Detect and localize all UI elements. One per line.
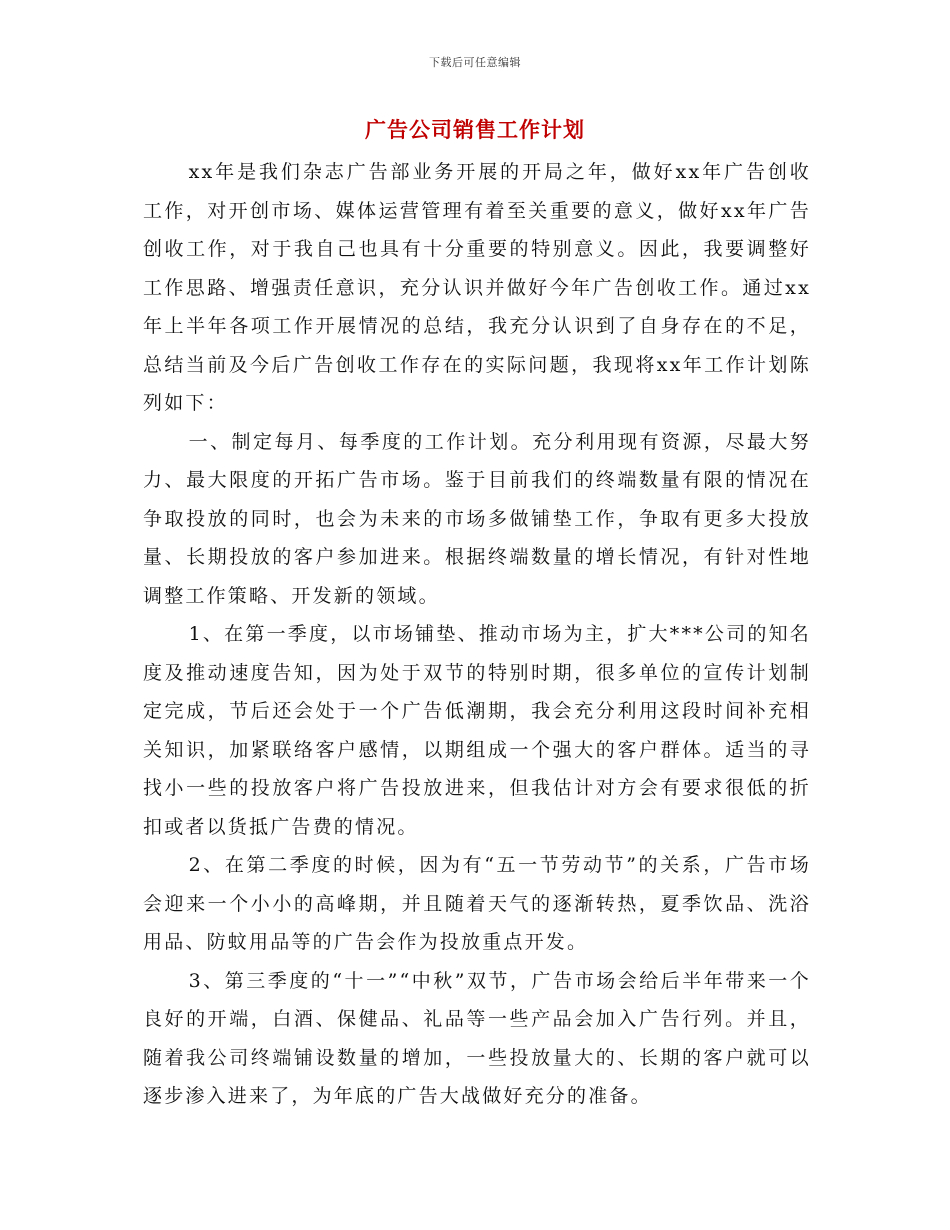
header-note: 下载后可任意编辑 [429,56,521,69]
document-body [143,153,811,1116]
paragraph-q3: 3、第三季度的“十一”“中秋”双节，广告市场会给后半年带来一个良好的开端，白酒、保健品、礼品等一些产品会加入广告行列。并且，随着我公司终端铺设数量的增加，一些投放量大的、长期的客户就可以逐步渗入进来了，为年底的广告大战做好充分的准备。 [143,969,811,1107]
paragraph-section-1: 一、制定每月、每季度的工作计划。充分利用现有资源，尽最大努力、最大限度的开拓广告市场。鉴于目前我们的终端数量有限的情况在争取投放的同时，也会为未来的市场多做铺垫工作，争取有更多大投放量、长期投放的客户参加进来。根据终端数量的增长情况，有针对性地调整工作策略、开发新的领域。 [143,430,811,607]
paragraph-q1: 1、在第一季度，以市场铺垫、推动市场为主，扩大***公司的知名度及推动速度告知，因为处于双节的特别时期，很多单位的宣传计划制定完成，节后还会处于一个广告低潮期，我会充分利用这段时间补充相关知识，加紧联络客户感情，以期组成一个强大的客户群体。适当的寻找小一些的投放客户将广告投放进来，但我估计对方会有要求很低的折扣或者以货抵广告费的情况。 [143,623,811,838]
paragraph-q2: 2、在第二季度的时候，因为有“五一节劳动节”的关系，广告市场会迎来一个小小的高峰期，并且随着天气的逐渐转热，夏季饮品、洗浴用品、防蚊用品等的广告会作为投放重点开发。 [143,854,811,953]
paragraph-intro: xx年是我们杂志广告部业务开展的开局之年，做好xx年广告创收工作，对开创市场、媒体运营管理有着至关重要的意义，做好xx年广告创收工作，对于我自己也具有十分重要的特别意义。因此，我要调整好工作思路、增强责任意识，充分认识并做好今年广告创收工作。通过xx年上半年各项工作开展情况的总结，我充分认识到了自身存在的不足，总结当前及今后广告创收工作存在的实际问题，我现将xx年工作计划陈列如下： [143,161,811,414]
document-title: 广告公司销售工作计划 [365,118,585,142]
